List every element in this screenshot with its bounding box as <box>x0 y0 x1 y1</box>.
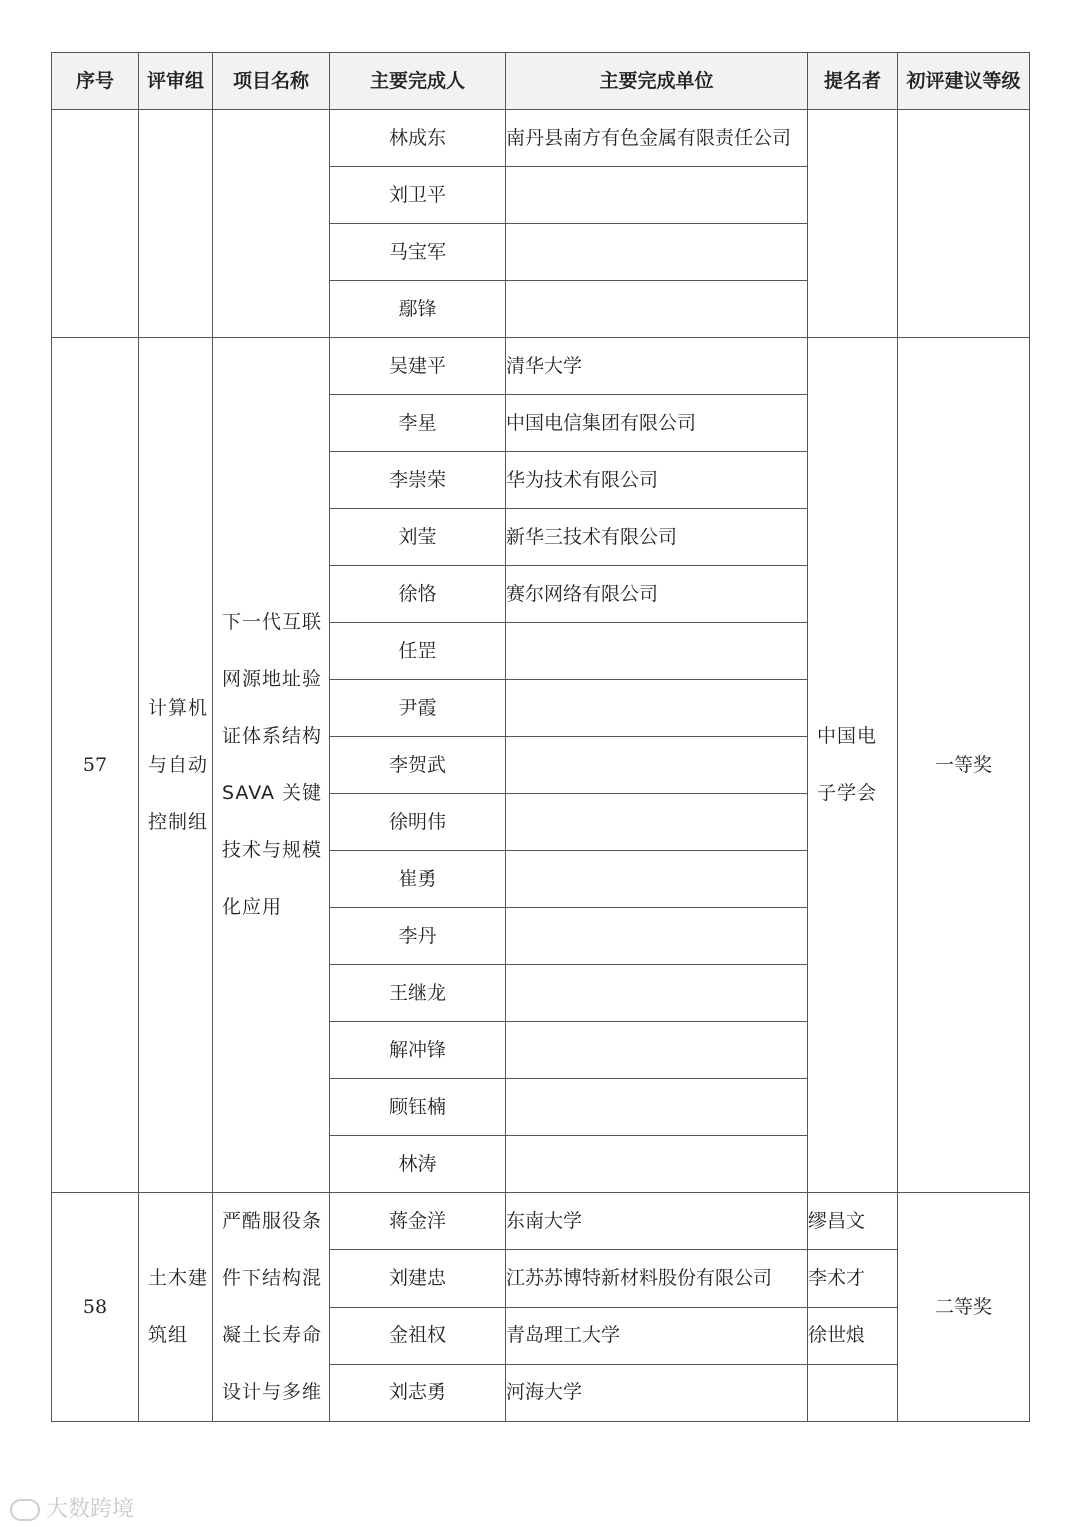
unit-cell: 赛尔网络有限公司 <box>506 566 808 623</box>
group-cell <box>139 110 213 338</box>
unit-cell: 青岛理工大学 <box>506 1307 808 1364</box>
unit-cell <box>506 965 808 1022</box>
nominator-cell <box>808 1364 898 1421</box>
person-cell: 金祖权 <box>330 1307 506 1364</box>
person-cell: 林涛 <box>330 1136 506 1193</box>
group-line: 与自动 <box>148 753 209 776</box>
table-row <box>52 338 1030 395</box>
person-cell: 徐明伟 <box>330 794 506 851</box>
person-cell: 王继龙 <box>330 965 506 1022</box>
person-cell: 鄢锋 <box>330 281 506 338</box>
unit-cell <box>506 167 808 224</box>
project-cell <box>213 338 330 1193</box>
project-line: 严酷服役条 <box>222 1210 323 1232</box>
unit-cell <box>506 737 808 794</box>
grade-cell: 二等奖 <box>898 1193 1030 1422</box>
grade-cell <box>898 110 1030 338</box>
person-cell: 解冲锋 <box>330 1022 506 1079</box>
unit-cell <box>506 851 808 908</box>
project-line: 证体系结构 <box>222 725 323 747</box>
header-cell: 主要完成人 <box>330 53 506 110</box>
header-row <box>52 53 1030 110</box>
unit-cell: 新华三技术有限公司 <box>506 509 808 566</box>
grade-cell: 一等奖 <box>898 338 1030 1193</box>
project-line: SAVA 关键 <box>222 782 323 804</box>
group-cell <box>139 1193 213 1422</box>
group-line: 控制组 <box>148 810 209 833</box>
unit-cell: 中国电信集团有限公司 <box>506 395 808 452</box>
unit-cell <box>506 1136 808 1193</box>
seq-cell: 58 <box>52 1193 139 1422</box>
person-cell: 顾钰楠 <box>330 1079 506 1136</box>
unit-cell <box>506 224 808 281</box>
header-cell: 初评建议等级 <box>898 53 1030 110</box>
project-line: 件下结构混 <box>222 1267 323 1289</box>
unit-cell: 华为技术有限公司 <box>506 452 808 509</box>
person-cell: 崔勇 <box>330 851 506 908</box>
watermark <box>10 1492 134 1523</box>
unit-cell: 江苏苏博特新材料股份有限公司 <box>506 1250 808 1307</box>
header-cell: 序号 <box>52 53 139 110</box>
seq-cell <box>52 110 139 338</box>
watermark-text: 大数跨境 <box>46 1497 135 1522</box>
person-cell: 徐恪 <box>330 566 506 623</box>
unit-cell <box>506 794 808 851</box>
person-cell: 李崇荣 <box>330 452 506 509</box>
header-cell: 提名者 <box>808 53 898 110</box>
project-line: 凝土长寿命 <box>222 1324 323 1346</box>
nominator-cell: 徐世烺 <box>808 1307 898 1364</box>
project-line: 下一代互联 <box>222 611 323 633</box>
project-line: 设计与多维 <box>222 1381 323 1403</box>
table-row <box>52 110 1030 167</box>
person-cell: 任罡 <box>330 623 506 680</box>
person-cell: 尹霞 <box>330 680 506 737</box>
nominator-cell <box>808 338 898 1193</box>
project-line: 网源地址验 <box>222 668 323 690</box>
seq-cell: 57 <box>52 338 139 1193</box>
nominator-line: 子学会 <box>817 782 878 804</box>
nominator-cell <box>808 110 898 338</box>
unit-cell <box>506 623 808 680</box>
person-cell: 蒋金洋 <box>330 1193 506 1250</box>
project-cell <box>213 110 330 338</box>
unit-cell <box>506 1022 808 1079</box>
header-cell: 项目名称 <box>213 53 330 110</box>
award-table <box>51 52 1030 1422</box>
unit-cell <box>506 908 808 965</box>
person-cell: 刘志勇 <box>330 1364 506 1421</box>
person-cell: 李星 <box>330 395 506 452</box>
nominator-line: 中国电 <box>817 725 878 747</box>
unit-cell: 河海大学 <box>506 1364 808 1421</box>
person-cell: 马宝军 <box>330 224 506 281</box>
group-cell <box>139 338 213 1193</box>
watermark-logo-icon <box>10 1499 40 1521</box>
unit-cell: 东南大学 <box>506 1193 808 1250</box>
nominator-cell: 李术才 <box>808 1250 898 1307</box>
unit-cell: 南丹县南方有色金属有限责任公司 <box>506 110 808 167</box>
project-line: 化应用 <box>222 896 283 918</box>
person-cell: 刘卫平 <box>330 167 506 224</box>
nominator-cell: 缪昌文 <box>808 1193 898 1250</box>
unit-cell <box>506 680 808 737</box>
person-cell: 吴建平 <box>330 338 506 395</box>
group-line: 筑组 <box>148 1324 189 1346</box>
table-row <box>52 1193 1030 1250</box>
person-cell: 林成东 <box>330 110 506 167</box>
header-cell: 评审组 <box>139 53 213 110</box>
unit-cell <box>506 1079 808 1136</box>
group-line: 计算机 <box>148 696 209 719</box>
person-cell: 刘莹 <box>330 509 506 566</box>
person-cell: 刘建忠 <box>330 1250 506 1307</box>
unit-cell: 清华大学 <box>506 338 808 395</box>
group-line: 土木建 <box>148 1267 209 1289</box>
person-cell: 李丹 <box>330 908 506 965</box>
project-line: 技术与规模 <box>222 839 323 861</box>
project-cell <box>213 1193 330 1422</box>
person-cell: 李贺武 <box>330 737 506 794</box>
unit-cell <box>506 281 808 338</box>
header-cell: 主要完成单位 <box>506 53 808 110</box>
